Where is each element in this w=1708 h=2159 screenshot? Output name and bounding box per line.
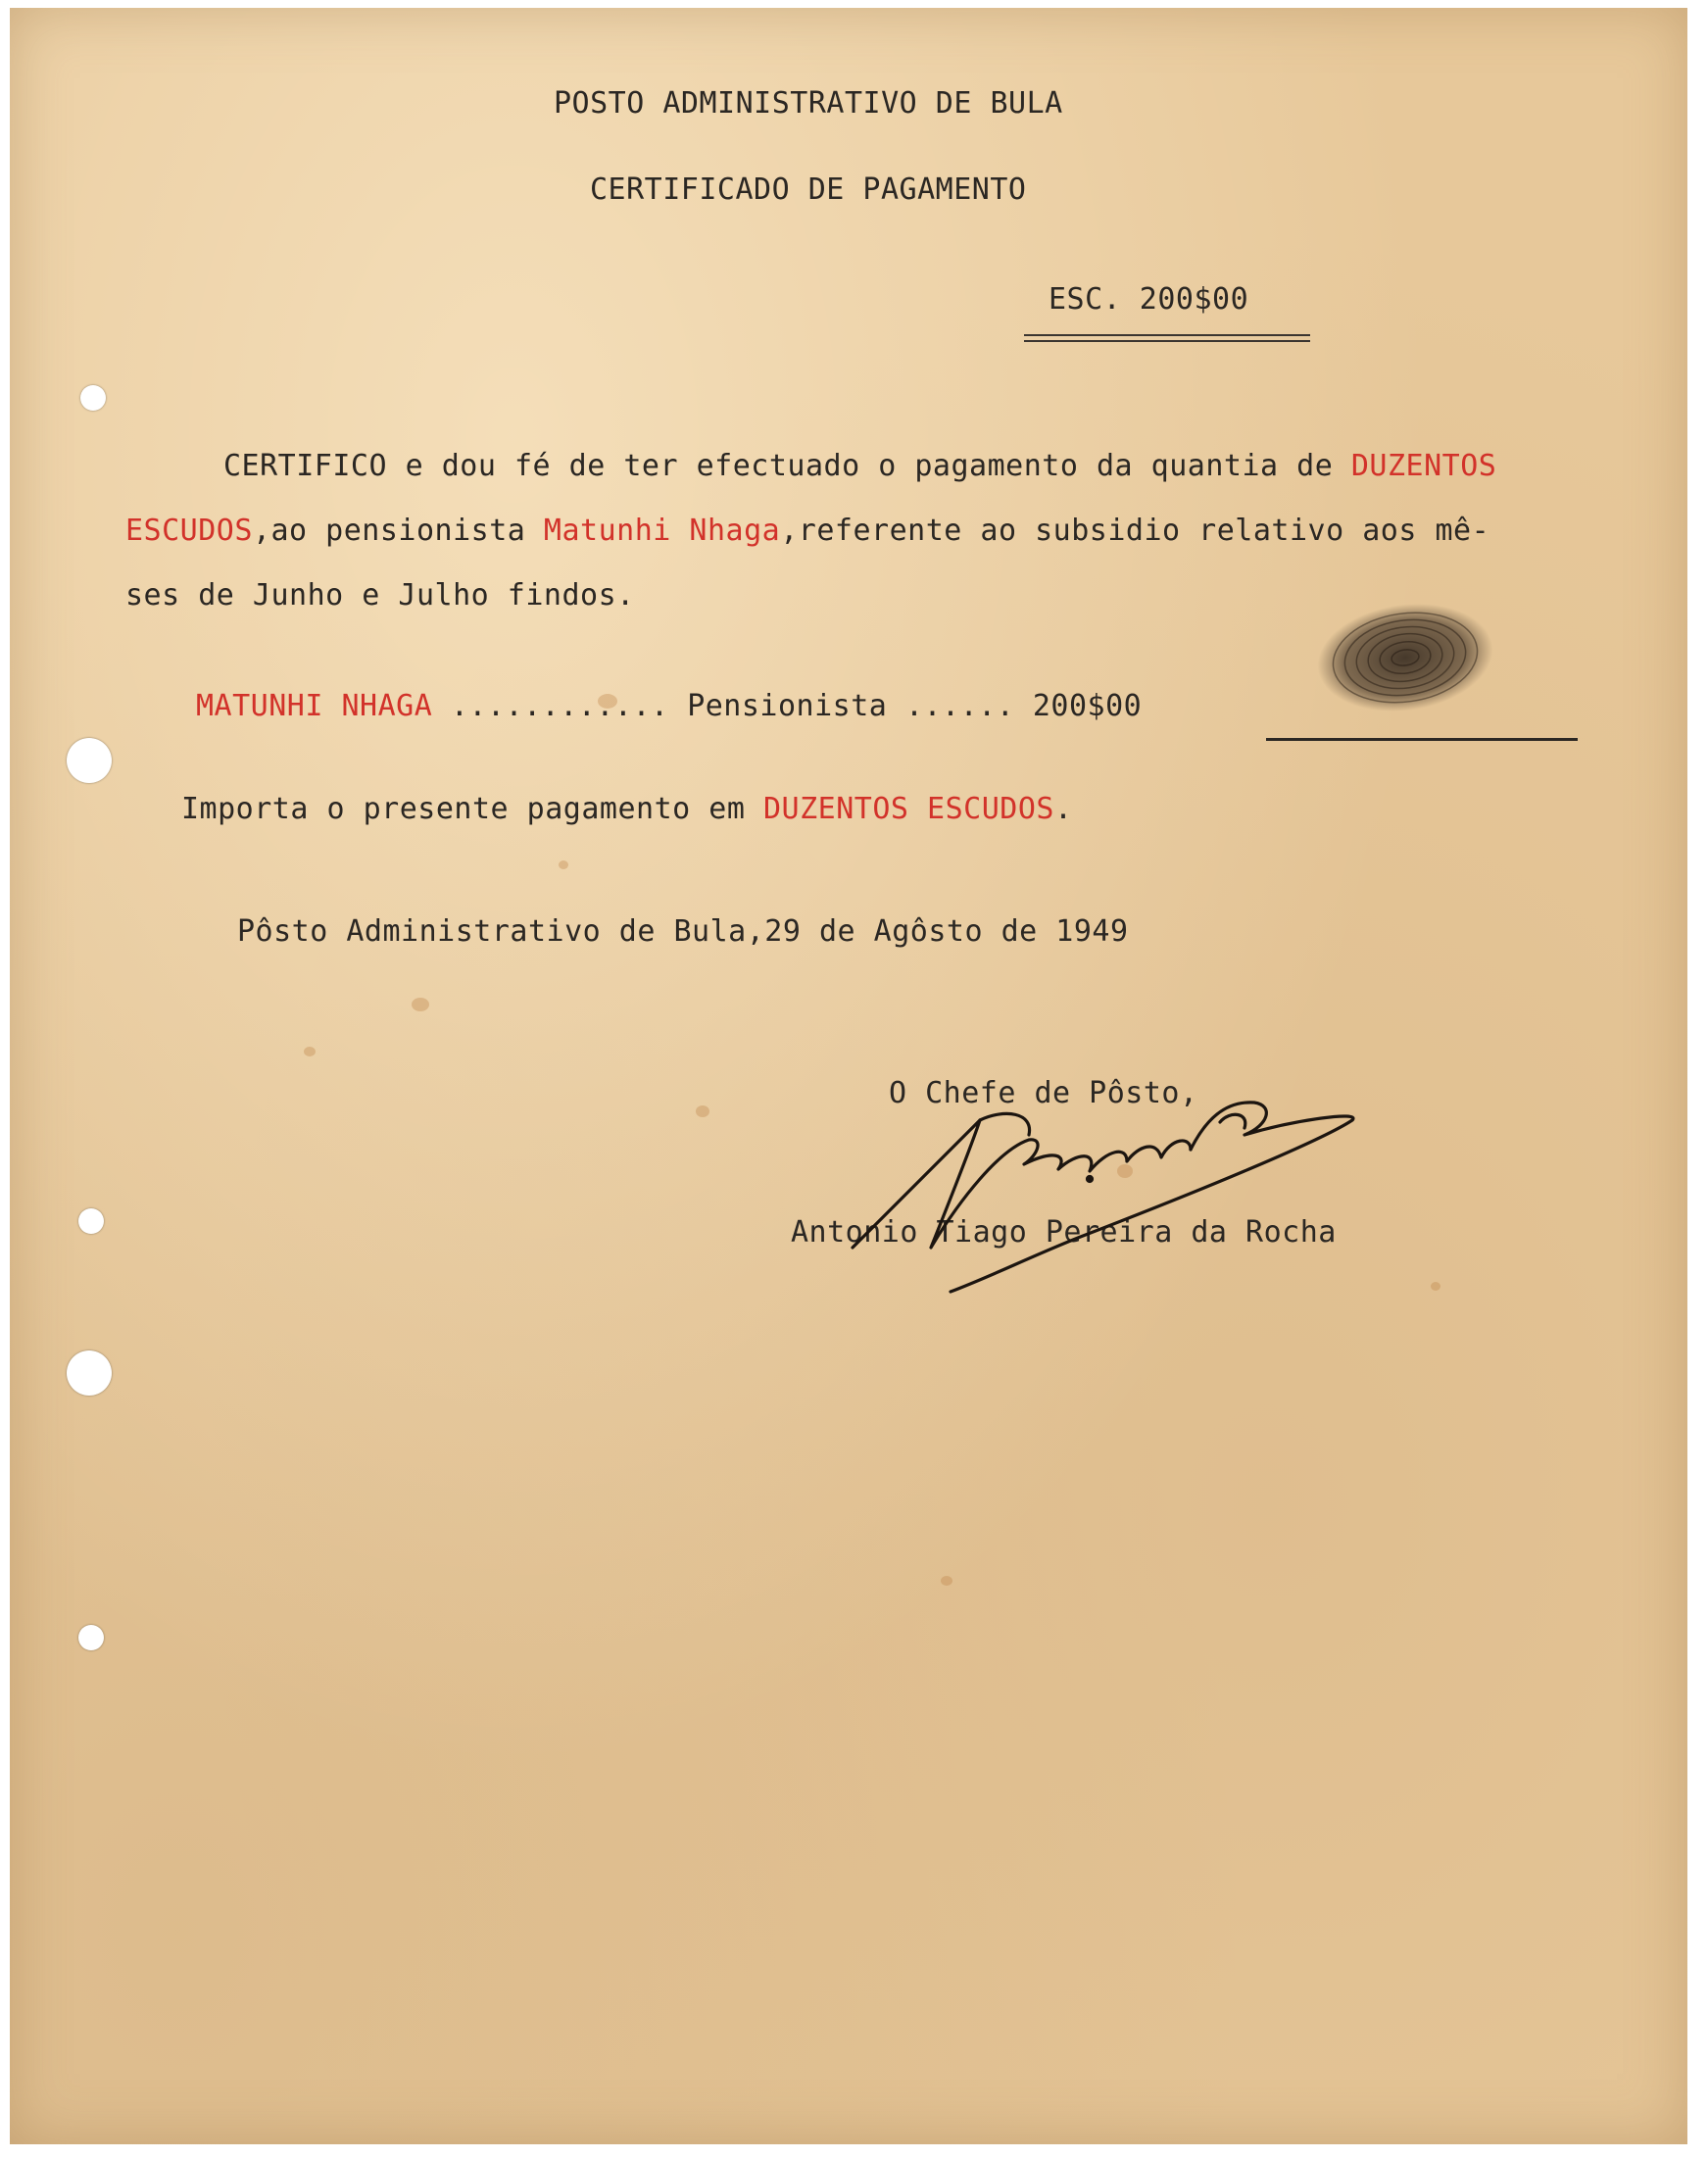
binder-hole xyxy=(80,385,106,411)
payment-value: 200$00 xyxy=(1032,689,1143,723)
signer-name: Antonio Tiago Pereira da Rocha xyxy=(791,1215,1337,1250)
body-text: Importa o presente pagamento em xyxy=(181,792,763,826)
stain xyxy=(412,998,429,1011)
stain xyxy=(696,1105,709,1117)
stain xyxy=(941,1576,952,1586)
binder-hole xyxy=(78,1625,104,1650)
body-text: . xyxy=(1053,792,1073,826)
office-heading: POSTO ADMINISTRATIVO DE BULA xyxy=(554,86,1063,121)
total-line xyxy=(181,792,1073,826)
body-text: CERTIFICO e dou fé de ter efectuado o pagamento da quantia de xyxy=(223,449,1351,483)
payment-role: Pensionista xyxy=(687,689,888,723)
pensioner-name: Matunhi Nhaga xyxy=(543,514,781,548)
signer-role: O Chefe de Pôsto, xyxy=(889,1076,1198,1110)
payment-name: MATUNHI NHAGA xyxy=(196,689,433,723)
handwritten-signature xyxy=(833,1081,1362,1306)
thumbprint-line xyxy=(1266,738,1578,741)
stain xyxy=(559,860,568,869)
binder-hole xyxy=(67,1350,112,1396)
body-line-2 xyxy=(125,514,1489,548)
document-paper xyxy=(10,8,1687,2144)
leader-dots: ............ xyxy=(450,689,669,723)
body-line-3: ses de Junho e Julho findos. xyxy=(125,578,635,613)
binder-hole xyxy=(67,738,112,783)
stain xyxy=(304,1047,316,1056)
double-underline xyxy=(1024,334,1310,336)
body-line-1 xyxy=(223,449,1496,483)
amount-words: DUZENTOS xyxy=(1350,449,1497,483)
amount-heading: ESC. 200$00 xyxy=(1049,282,1249,317)
payment-row xyxy=(196,689,1142,723)
binder-hole xyxy=(78,1208,104,1234)
body-text: ,ao pensionista xyxy=(252,514,544,548)
stain xyxy=(1431,1282,1440,1291)
double-underline xyxy=(1024,340,1310,342)
thumbprint xyxy=(1311,601,1495,716)
amount-words: ESCUDOS xyxy=(125,514,253,548)
leader-dots: ...... xyxy=(904,689,1015,723)
place-date: Pôsto Administrativo de Bula,29 de Agôsto de 1949 xyxy=(237,914,1129,949)
document-title: CERTIFICADO DE PAGAMENTO xyxy=(590,172,1027,207)
body-text: ,referente ao subsidio relativo aos mê- xyxy=(780,514,1490,548)
amount-words: DUZENTOS ESCUDOS xyxy=(762,792,1054,826)
